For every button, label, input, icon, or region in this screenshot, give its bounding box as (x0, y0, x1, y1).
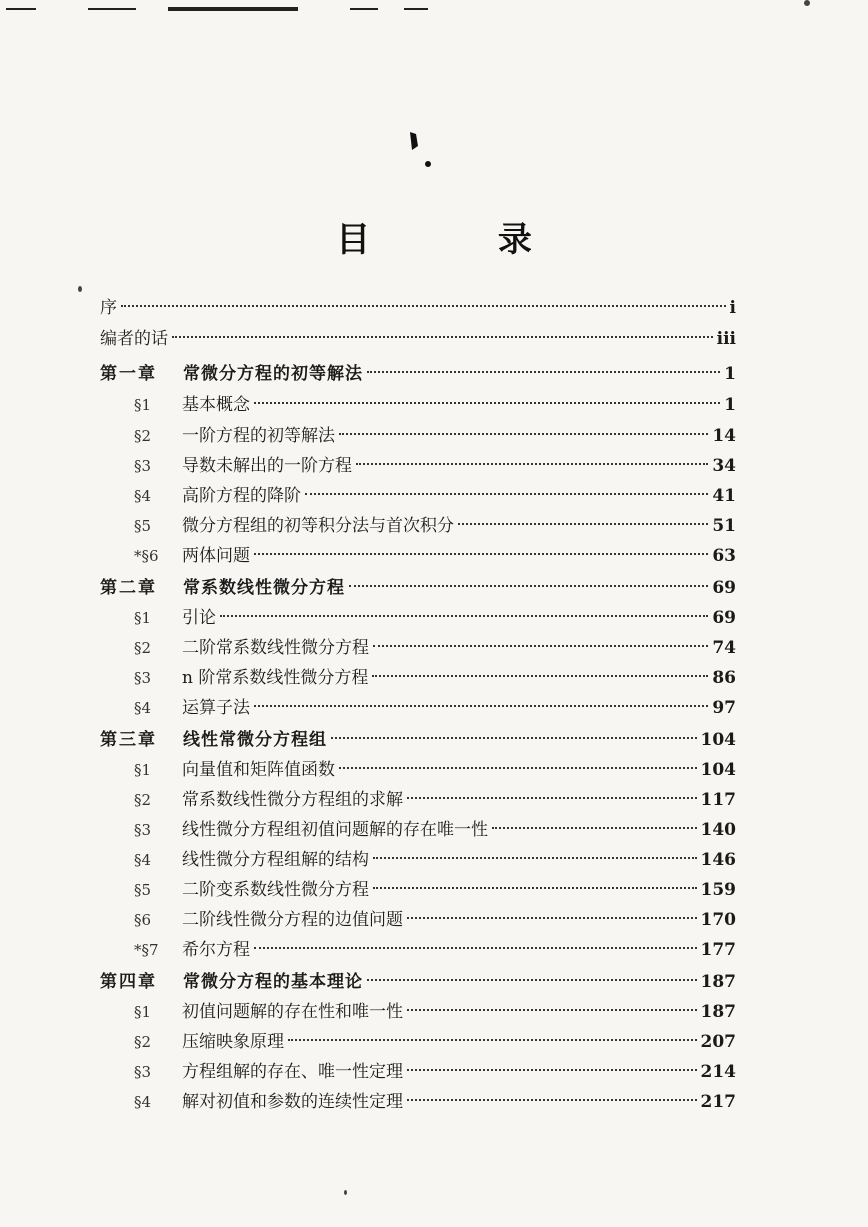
toc-section-row (134, 482, 736, 510)
toc-entry-title: 二阶变系数线性微分方程 (182, 880, 369, 900)
toc-chapter-row (100, 360, 736, 388)
toc-section-marker: §1 (134, 609, 152, 627)
toc-page-number: 97 (712, 698, 736, 718)
toc-page-number: 207 (700, 1032, 736, 1052)
toc-section-marker: §1 (134, 761, 152, 779)
toc-page-number: 187 (700, 972, 736, 992)
toc-page-number: 187 (700, 1002, 736, 1022)
toc-section-marker: §3 (134, 669, 152, 687)
toc-page-number: 74 (712, 638, 736, 658)
toc-section-row (134, 936, 736, 964)
toc-dot-leader (331, 737, 697, 739)
toc-entry-title: n 阶常系数线性微分方程 (182, 668, 369, 688)
toc-entry-title: 压缩映象原理 (182, 1032, 284, 1052)
scan-speck (804, 0, 810, 6)
toc-section-row (134, 998, 736, 1026)
toc-dot-leader (349, 585, 708, 587)
toc-section-row (134, 634, 736, 662)
toc-section-row (134, 816, 736, 844)
toc-section-row (134, 876, 736, 904)
toc-section-marker: §1 (134, 1003, 152, 1021)
toc-dot-leader (220, 615, 708, 617)
toc-page-number: 177 (700, 940, 736, 960)
toc-section-marker: §4 (134, 851, 152, 869)
toc-entry-title: 线性微分方程组解的结构 (182, 850, 369, 870)
toc-page-number: 146 (700, 850, 736, 870)
toc-entry-title: 向量值和矩阵值函数 (182, 760, 335, 780)
toc-section-row (134, 1088, 736, 1116)
scan-speck (344, 1190, 347, 1195)
toc-entry-title: 编者的话 (100, 329, 168, 349)
toc-section-marker: §6 (134, 911, 152, 929)
toc-entry-title: 引论 (182, 608, 216, 628)
toc-section-marker: §4 (134, 1093, 152, 1111)
toc-dot-leader (492, 827, 697, 829)
toc-entry-title: 方程组解的存在、唯一性定理 (182, 1062, 403, 1082)
toc-page-number: 159 (700, 880, 736, 900)
toc-dot-leader (458, 523, 708, 525)
toc-entry-title: 基本概念 (182, 395, 250, 415)
toc-entry-title: 序 (100, 298, 117, 318)
toc-chapter-label: 第四章 (100, 972, 157, 992)
toc-section-row (134, 452, 736, 480)
toc-section-marker: *§7 (134, 941, 159, 959)
toc-chapter-label: 第三章 (100, 730, 157, 750)
toc-dot-leader (305, 493, 708, 495)
toc-entry-title: 运算子法 (182, 698, 250, 718)
toc-entry-title: 两体问题 (182, 546, 250, 566)
toc-entry-title: 一阶方程的初等解法 (182, 426, 335, 446)
toc-entry-title: 常系数线性微分方程 (183, 578, 345, 598)
toc-page-number: 104 (700, 730, 736, 750)
toc-page-number: 170 (700, 910, 736, 930)
toc-section-row (134, 786, 736, 814)
toc-section-marker: §2 (134, 427, 152, 445)
toc-section-row (134, 422, 736, 450)
toc-entry-title: 常微分方程的初等解法 (183, 364, 363, 384)
toc-section-row (134, 756, 736, 784)
toc-dot-leader (407, 1099, 697, 1101)
toc-chapter-row (100, 574, 736, 602)
toc-dot-leader (407, 917, 697, 919)
toc-section-marker: *§6 (134, 547, 159, 565)
toc-dot-leader (339, 433, 708, 435)
toc-page-number: 51 (712, 516, 736, 536)
toc-dot-leader (373, 887, 697, 889)
toc-entry-title: 二阶常系数线性微分方程 (182, 638, 369, 658)
toc-entry-title: 线性常微分方程组 (183, 730, 327, 750)
toc-dot-leader (254, 553, 708, 555)
toc-dot-leader (367, 979, 697, 981)
toc-entry-title: 二阶线性微分方程的边值问题 (182, 910, 403, 930)
toc-section-marker: §5 (134, 517, 152, 535)
toc-section-row (134, 391, 736, 419)
toc-dot-leader (172, 336, 713, 338)
toc-dot-leader (254, 402, 720, 404)
toc-dot-leader (367, 371, 720, 373)
toc-section-marker: §1 (134, 396, 152, 414)
toc-section-row (134, 1058, 736, 1086)
toc-dot-leader (254, 947, 697, 949)
toc-section-marker: §3 (134, 821, 152, 839)
toc-chapter-row (100, 968, 736, 996)
toc-dot-leader (407, 1069, 697, 1071)
toc-entry-title: 导数未解出的一阶方程 (182, 456, 352, 476)
toc-section-marker: §3 (134, 457, 152, 475)
toc-page-number: iii (716, 329, 736, 349)
toc-section-row (134, 846, 736, 874)
toc-page-number: i (729, 298, 736, 318)
toc-page-number: 14 (712, 426, 736, 446)
toc-entry-title: 常微分方程的基本理论 (183, 972, 363, 992)
toc-section-marker: §4 (134, 699, 152, 717)
toc-page-number: 1 (724, 395, 736, 415)
toc-entry-title: 线性微分方程组初值问题解的存在唯一性 (182, 820, 488, 840)
toc-section-row (134, 694, 736, 722)
toc-section-marker: §4 (134, 487, 152, 505)
toc-page-number: 214 (700, 1062, 736, 1082)
toc-dot-leader (288, 1039, 697, 1041)
toc-entry-title: 高阶方程的降阶 (182, 486, 301, 506)
toc-page-number: 117 (700, 790, 736, 810)
toc-section-row (134, 542, 736, 570)
toc-entry-title: 初值问题解的存在性和唯一性 (182, 1002, 403, 1022)
toc-page-number: 86 (712, 668, 736, 688)
toc-section-marker: §2 (134, 639, 152, 657)
toc-front-row (100, 325, 736, 353)
toc-page-number: 217 (700, 1092, 736, 1112)
toc-entry-title: 微分方程组的初等积分法与首次积分 (182, 516, 454, 536)
toc-dot-leader (254, 705, 708, 707)
toc-dot-leader (407, 1009, 697, 1011)
toc-dot-leader (407, 797, 697, 799)
toc-section-row (134, 906, 736, 934)
scan-artifact-lines (0, 4, 868, 16)
toc-dot-leader (356, 463, 708, 465)
toc-page-number: 1 (724, 364, 736, 384)
toc-entry-title: 解对初值和参数的连续性定理 (182, 1092, 403, 1112)
toc-section-marker: §2 (134, 1033, 152, 1051)
toc-section-row (134, 604, 736, 632)
toc-entry-title: 常系数线性微分方程组的求解 (182, 790, 403, 810)
toc-page-number: 63 (712, 546, 736, 566)
toc-dot-leader (372, 675, 708, 677)
toc-section-row (134, 664, 736, 692)
toc-dot-leader (373, 857, 697, 859)
toc-section-row (134, 1028, 736, 1056)
toc-page-number: 34 (712, 456, 736, 476)
toc-page-number: 69 (712, 608, 736, 628)
toc-dot-leader (373, 645, 708, 647)
toc-section-marker: §5 (134, 881, 152, 899)
toc-section-marker: §3 (134, 1063, 152, 1081)
toc-page-number: 104 (700, 760, 736, 780)
toc-section-marker: §2 (134, 791, 152, 809)
toc-chapter-row (100, 726, 736, 754)
toc-entry-title: 希尔方程 (182, 940, 250, 960)
toc-front-row (100, 294, 736, 322)
scan-speck (78, 286, 82, 292)
ornament-mark (404, 130, 444, 170)
toc-dot-leader (339, 767, 697, 769)
toc-page-number: 140 (700, 820, 736, 840)
toc-page-number: 69 (712, 578, 736, 598)
toc-page-number: 41 (712, 486, 736, 506)
toc-chapter-label: 第二章 (100, 578, 157, 598)
toc-section-row (134, 512, 736, 540)
toc-dot-leader (121, 305, 726, 307)
toc-chapter-label: 第一章 (100, 364, 157, 384)
page-title: 目 录 (336, 220, 590, 260)
